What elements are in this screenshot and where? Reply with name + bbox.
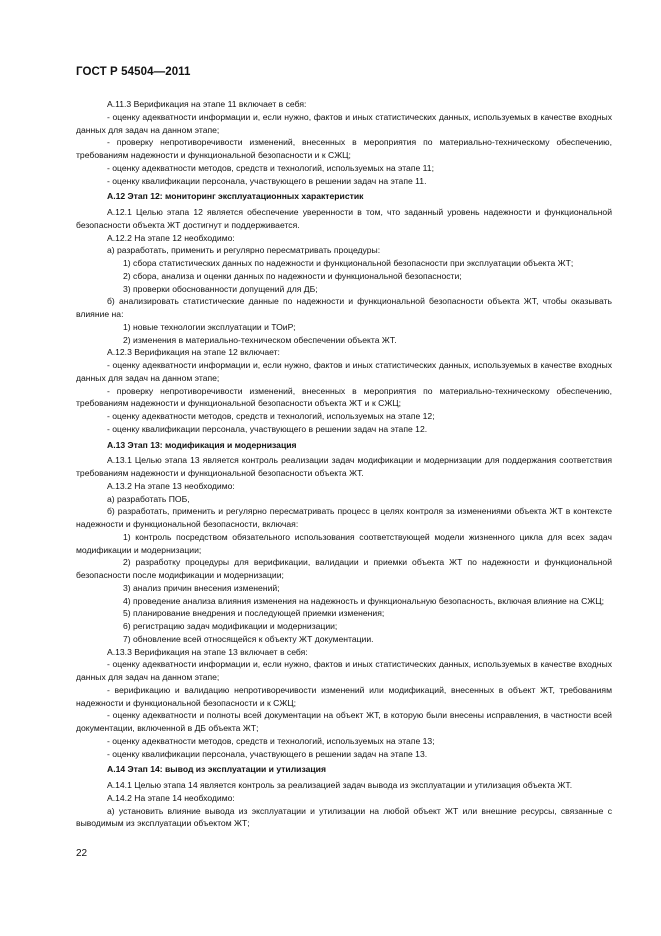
paragraph: а) установить влияние вывода из эксплуатации и утилизации на любой объект ЖТ или внешние ресурсы, связанные с выводимым из эксплуатации объектом ЖТ;	[76, 805, 612, 829]
paragraph: а) разработать ПОБ,	[107, 493, 190, 504]
paragraph: 3) проверки обоснованности допущений для ДБ;	[123, 283, 318, 294]
paragraph: - оценку адекватности методов, средств и технологий, используемых на этапе 11;	[107, 162, 434, 173]
paragraph: 3) анализ причин внесения изменений;	[123, 582, 280, 593]
paragraph: - проверку непротиворечивости изменений, внесенных в мероприятия по материально-техническому обеспечению, требованиям надежности и функциональной безопасности объекта ЖТ и к СЖЦ;	[76, 385, 612, 409]
paragraph: 1) новые технологии эксплуатации и ТОиР;	[123, 321, 296, 332]
section-heading: А.12 Этап 12: мониторинг эксплуатационных характеристик	[107, 191, 364, 202]
paragraph: А.12.3 Верификация на этапе 12 включает:	[107, 347, 280, 358]
paragraph: А.14.2 На этапе 14 необходимо:	[107, 792, 235, 803]
page-number: 22	[76, 848, 88, 859]
paragraph: 7) обновление всей относящейся к объекту ЖТ документации.	[123, 633, 374, 644]
paragraph: - оценку адекватности информации и, если нужно, фактов и иных статистических данных, используемых в качестве входных данных для задач на данном этапе;	[76, 659, 612, 682]
paragraph: 6) регистрацию задач модификации и модернизации;	[123, 621, 338, 631]
paragraph: - оценку квалификации персонала, участвующего в решении задач на этапе 12.	[107, 423, 428, 434]
paragraph: А.14.1 Целью этапа 14 является контроль за реализацией задач вывода из эксплуатации и утилизация объекта ЖТ.	[107, 780, 573, 790]
paragraph: - оценку адекватности информации и, если нужно, фактов и иных статистических данных, используемых в качестве входных данных для задач на данном этапе;	[76, 360, 612, 383]
paragraph: 2) изменения в материально-техническом обеспечении объекта ЖТ.	[123, 334, 397, 345]
paragraph: А.12.2 На этапе 12 необходимо:	[107, 232, 235, 243]
paragraph: - оценку адекватности и полноты всей документации на объект ЖТ, в которую были внесены исправления, в частности всей документации, включенной в ДБ объекта ЖТ;	[76, 710, 612, 733]
paragraph: - оценку адекватности методов, средств и технологий, используемых на этапе 12;	[107, 411, 435, 421]
section-heading: А.14 Этап 14: вывод из эксплуатации и утилизация	[107, 764, 326, 775]
paragraph: - оценку адекватности методов, средств и технологий, используемых на этапе 13;	[107, 735, 435, 746]
paragraph: А.11.3 Верификация на этапе 11 включает в себя:	[107, 99, 307, 109]
paragraph: А.13.3 Верификация на этапе 13 включает в себя:	[107, 646, 308, 657]
paragraph: 1) контроль посредством обязательного использования соответствующей модели жизненного цикла для всех задач модификации и модернизации;	[76, 531, 612, 555]
paragraph: б) разработать, применить и регулярно пересматривать процесс в целях контроля за изменениями объекта ЖТ в контексте надежности и функциональной безопасности, включая:	[76, 506, 612, 529]
paragraph: - проверку непротиворечивости изменений, внесенных в мероприятия по материально-техническому обеспечению, требованиям надежности и функциональной безопасности и к СЖЦ;	[76, 137, 612, 160]
paragraph: - верификацию и валидацию непротиворечивости изменений или модификаций, внесенных в объект ЖТ, требованиям надежности и функциональной безопасности и к СЖЦ;	[76, 684, 612, 708]
paragraph: а) разработать, применить и регулярно пересматривать процедуры:	[107, 245, 381, 256]
document-header: ГОСТ Р 54504—2011	[76, 66, 191, 78]
document-body	[76, 98, 612, 830]
paragraph: - оценку адекватности информации и, если нужно, фактов и иных статистических данных, используемых в качестве входных данных для задач на данном этапе;	[76, 111, 612, 135]
paragraph: 1) сбора статистических данных по надежности и функциональной безопасности при эксплуатации объекта ЖТ;	[123, 258, 574, 268]
paragraph: б) анализировать статистические данные по надежности и функциональной безопасности объекта ЖТ, чтобы оказывать влияние на:	[76, 296, 612, 319]
paragraph: - оценку квалификации персонала, участвующего в решении задач на этапе 13.	[107, 748, 428, 759]
paragraph: 4) проведение анализа влияния изменения на надежность и функциональную безопасность, включая влияние на СЖЦ;	[123, 595, 604, 606]
paragraph: А.12.1 Целью этапа 12 является обеспечение уверенности в том, что заданный уровень надежности и функциональной безопасности объекта ЖТ достигнут и поддерживается.	[76, 207, 612, 230]
paragraph: 2) разработку процедуры для верификации, валидации и приемки объекта ЖТ по надежности и функциональной безопасности после модификации и модернизации;	[76, 557, 612, 580]
paragraph: А.13.2 На этапе 13 необходимо:	[107, 480, 235, 491]
paragraph: 5) планирование внедрения и последующей приемки изменения;	[123, 608, 385, 619]
paragraph: - оценку квалификации персонала, участвующего в решении задач на этапе 11.	[107, 175, 427, 186]
paragraph: 2) сбора, анализа и оценки данных по надежности и функциональной безопасности;	[123, 270, 462, 281]
paragraph: А.13.1 Целью этапа 13 является контроль реализации задач модификации и модернизации для поддержания соответствия требованиям надежности и функциональной безопасности объекта ЖТ.	[76, 455, 612, 478]
section-heading: А.13 Этап 13: модификация и модернизация	[107, 439, 297, 450]
